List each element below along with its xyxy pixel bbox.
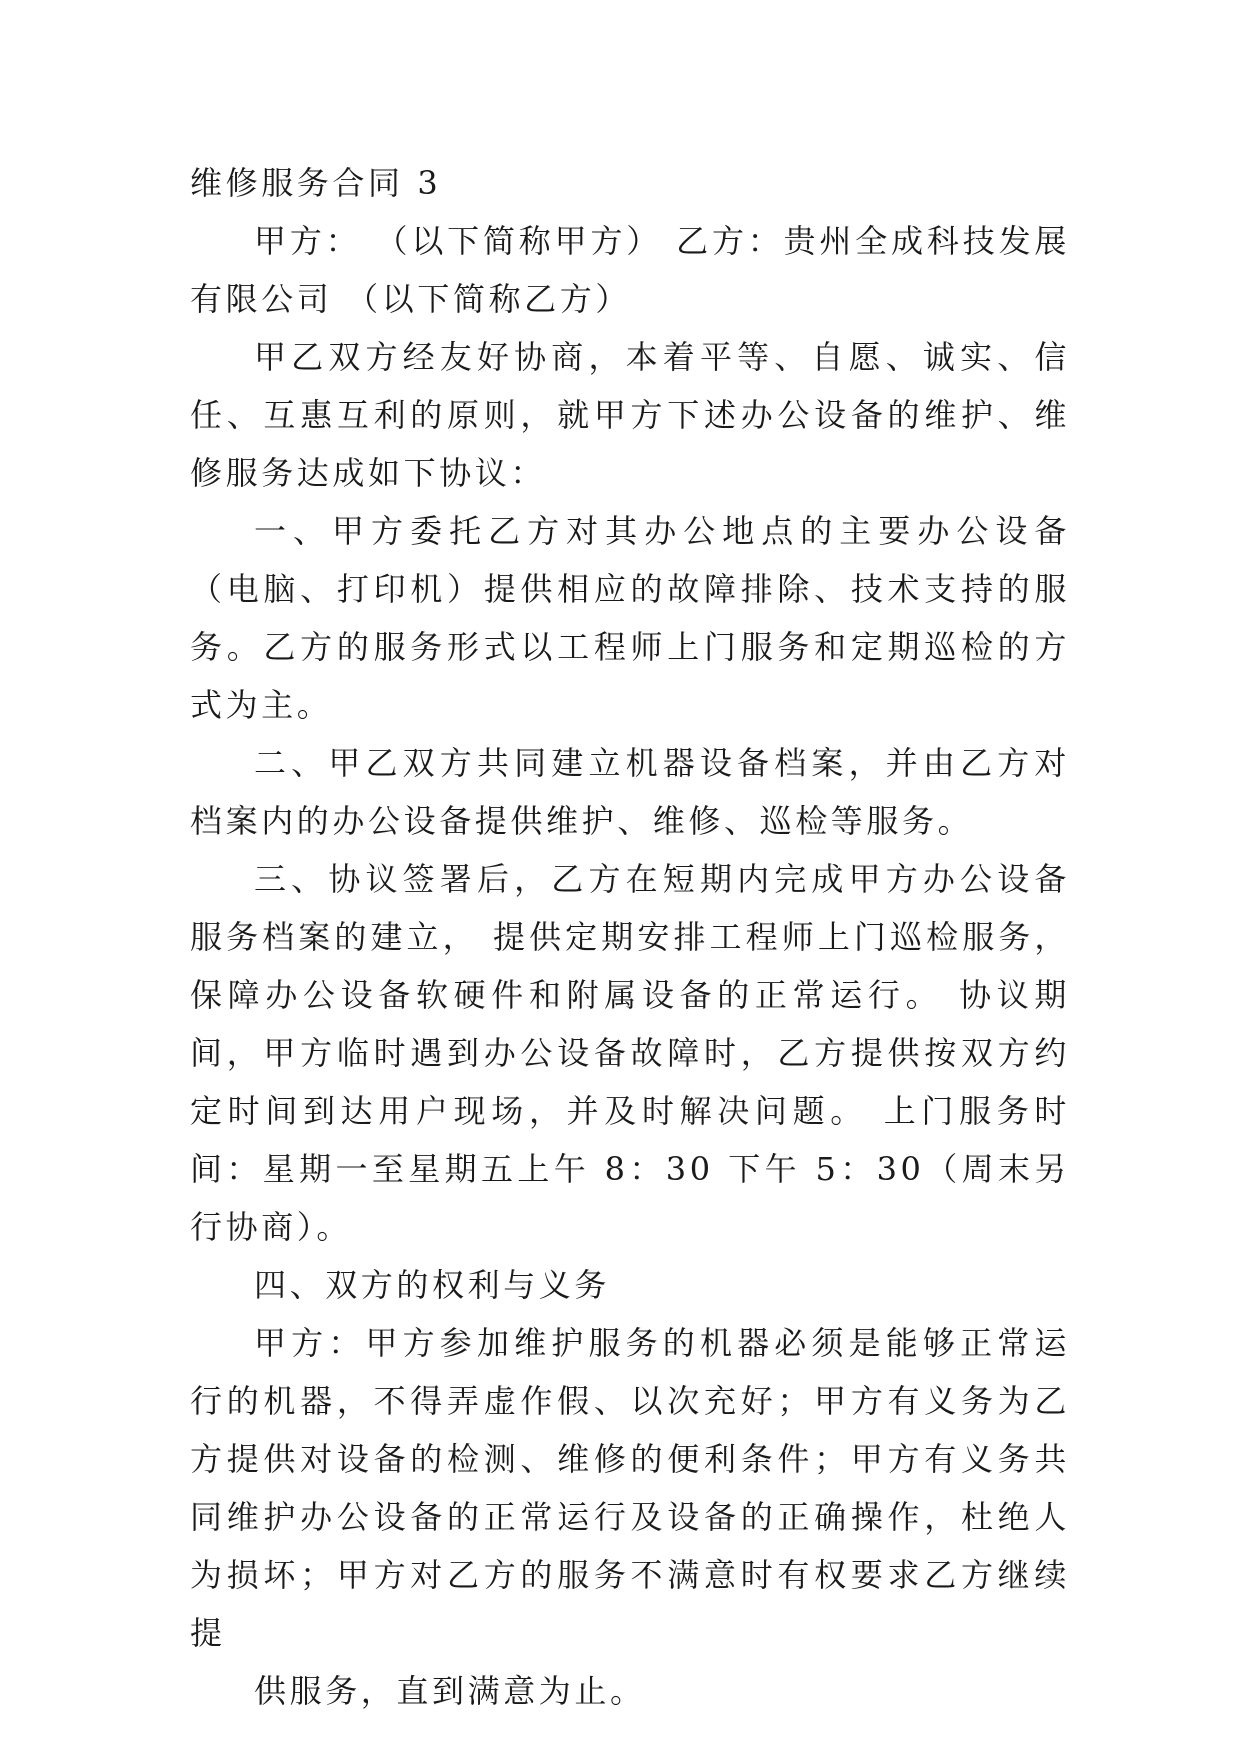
- paragraph-clause-2: 二、甲乙双方共同建立机器设备档案，并由乙方对档案内的办公设备提供维护、维修、巡检等服务。: [190, 744, 1070, 840]
- document-body: [190, 154, 1070, 1720]
- paragraph-parties: 甲方： （以下简称甲方） 乙方：贵州全成科技发展有限公司 （以下简称乙方）: [190, 222, 1070, 318]
- document-title: 维修服务合同 3: [190, 164, 442, 202]
- paragraph-clause-4-heading: 四、双方的权利与义务: [254, 1266, 611, 1304]
- paragraph-clause-1: 一、甲方委托乙方对其办公地点的主要办公设备（电脑、打印机）提供相应的故障排除、技术支持的服务。乙方的服务形式以工程师上门服务和定期巡检的方式为主。: [190, 512, 1070, 724]
- paragraph-preamble: 甲乙双方经友好协商，本着平等、自愿、诚实、信任、互惠互利的原则，就甲方下述办公设备的维护、维修服务达成如下协议：: [190, 338, 1070, 492]
- paragraph-continuation: 供服务，直到满意为止。: [254, 1672, 646, 1710]
- paragraph-clause-3: 三、协议签署后，乙方在短期内完成甲方办公设备服务档案的建立， 提供定期安排工程师上门巡检服务，保障办公设备软硬件和附属设备的正常运行。 协议期间，甲方临时遇到办公设备故障时，乙方提供按双方约定时间到达用户现场，并及时解决问题。 上门服务时间：星期一至星期五上午 8：30 下午 5：30（周末另行协商）。: [190, 860, 1070, 1246]
- paragraph-party-a-duties: 甲方：甲方参加维护服务的机器必须是能够正常运行的机器，不得弄虚作假、以次充好；甲方有义务为乙方提供对设备的检测、维修的便利条件；甲方有义务共同维护办公设备的正常运行及设备的正确操作，杜绝人为损坏；甲方对乙方的服务不满意时有权要求乙方继续提: [190, 1324, 1070, 1652]
